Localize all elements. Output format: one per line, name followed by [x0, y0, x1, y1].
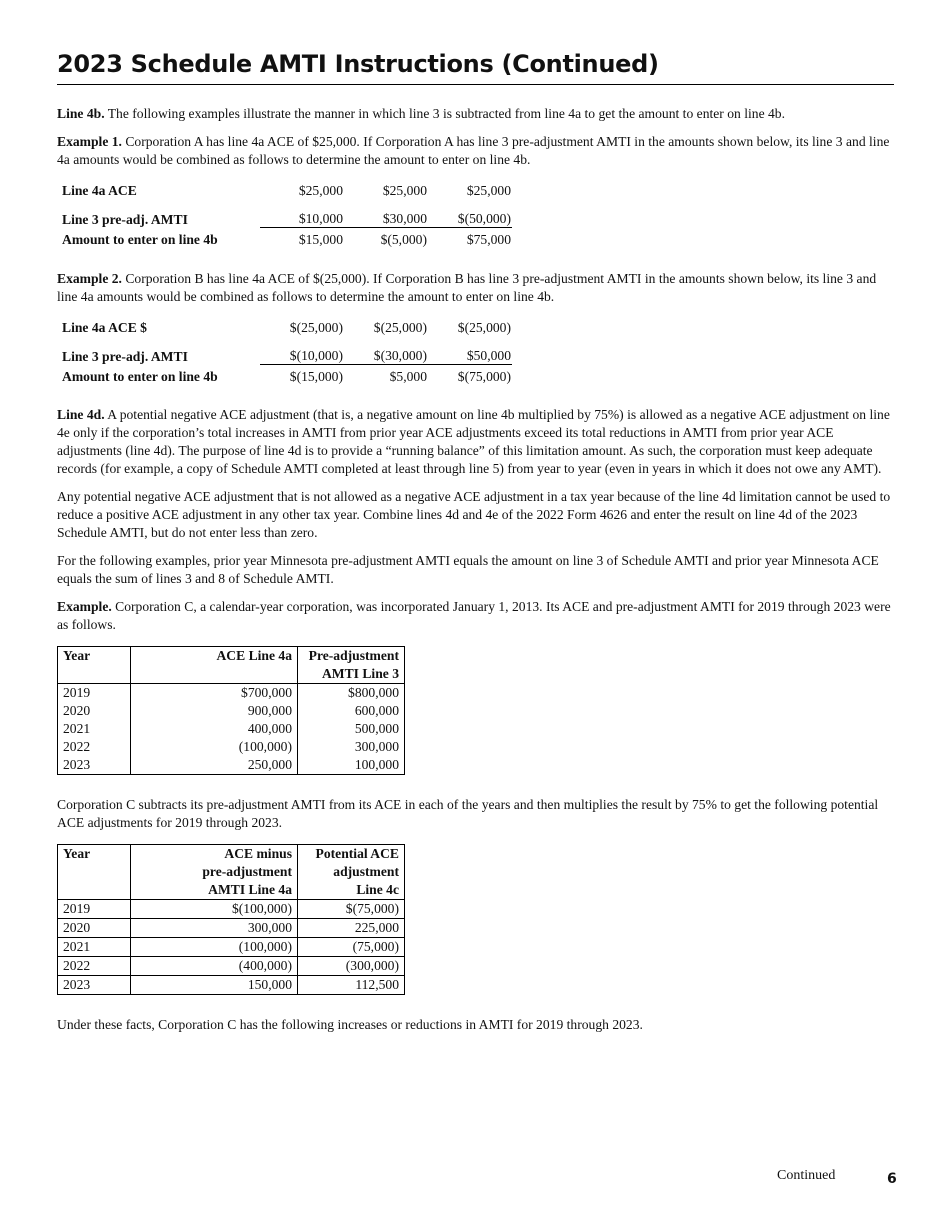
paragraph-negative-adjustment: Any potential negative ACE adjustment that is not allowed as a negative ACE adjustment in a tax year because of the line 4d limitation cannot be used to reduce a positive ACE adjustment in any other tax year. Combine lines 4d and 4e of the 2022 Form 4626 and enter the result on line 4d of the 2023 Schedule AMTI, but do not enter less than zero. [57, 489, 891, 540]
cell-value: 150,000 [131, 976, 298, 995]
continued-label: Continued [777, 1168, 836, 1183]
cell-value: $800,000 [298, 684, 405, 703]
cell-value: $(30,000) [344, 336, 428, 365]
cell-value: (300,000) [298, 957, 405, 976]
page-title: 2023 Schedule AMTI Instructions (Continued) [57, 50, 894, 85]
paragraph-example-2 [57, 270, 894, 306]
table-row [58, 957, 405, 976]
table-row [58, 702, 405, 720]
paragraph-prior-year: For the following examples, prior year Minnesota pre-adjustment AMTI equals the amount on line 3 of Schedule AMTI and prior year Minnesota ACE equals the sum of lines 3 and 8 of Schedule AMTI. [57, 553, 879, 586]
paragraph-line-4d [57, 406, 894, 478]
cell-value: $(15,000) [289, 369, 343, 384]
paragraph-line-4b [57, 105, 894, 123]
table-header-row [58, 845, 405, 900]
row-label: Amount to enter on line 4b [62, 369, 218, 384]
potential-ace-table [57, 844, 405, 995]
table-row [62, 336, 512, 365]
cell-value: 400,000 [131, 720, 298, 738]
paragraph-text: Corporation B has line 4a ACE of $(25,000). If Corporation B has line 3 pre-adjustment AMTI in the amounts shown below, its line 3 and line 4a amounts would be combined as follows to determine the amount to enter on line 4b. [57, 271, 877, 304]
cell-value: 100,000 [298, 756, 405, 775]
cell-value: $(25,000) [289, 320, 343, 335]
cell-value: $(75,000) [457, 369, 511, 384]
cell-value: $(5,000) [380, 232, 427, 247]
paragraph-lead: Example 2. [57, 271, 122, 286]
cell-value: 225,000 [298, 919, 405, 938]
column-header: Pre-adjustment AMTI Line 3 [298, 647, 405, 684]
paragraph-text: A potential negative ACE adjustment (that is, a negative amount on line 4b multiplied by 75%) is allowed as a negative ACE adjustment on line 4e only if the corporation’s total increases in AMTI from prior year ACE adjustments exceed its total reductions in AMTI from prior year ACE adjustments (line 4d). The purpose of line 4d is to provide a “running balance” of this limitation amount. As such, the corporation must keep adequate records (for example, a copy of Schedule AMTI completed at least through line 5) from year to year (even in years in which it does not owe any AMT). [57, 407, 890, 476]
row-label: Line 3 pre-adj. AMTI [62, 348, 188, 364]
cell-value: (100,000) [131, 938, 298, 957]
cell-value: $(10,000) [260, 336, 344, 365]
table-row [62, 181, 512, 199]
column-header: Year [58, 647, 131, 684]
table-row [58, 938, 405, 957]
cell-year: 2021 [58, 720, 131, 738]
paragraph-text: Corporation C, a calendar-year corporation, was incorporated January 1, 2013. Its ACE and pre-adjustment AMTI for 2019 through 2023 were as follows. [57, 599, 891, 632]
row-label: Line 3 pre-adj. AMTI [62, 211, 188, 227]
cell-value: (400,000) [131, 957, 298, 976]
table-row [58, 720, 405, 738]
cell-year: 2020 [58, 919, 131, 938]
cell-value: $15,000 [298, 232, 343, 247]
cell-value: $(75,000) [298, 900, 405, 919]
column-header: ACE Line 4a [131, 647, 298, 684]
cell-value: $25,000 [298, 183, 343, 198]
example-1-table [62, 181, 512, 248]
cell-value: $25,000 [466, 183, 511, 198]
cell-value: 300,000 [298, 738, 405, 756]
paragraph-text: Corporation A has line 4a ACE of $25,000. If Corporation A has line 3 pre-adjustment AMTI in the amounts shown below, its line 3 and line 4a amounts would be combined as follows to determine the amount to enter on line 4b. [57, 134, 890, 167]
cell-year: 2023 [58, 976, 131, 995]
table-row [62, 318, 512, 336]
example-2-table [62, 318, 512, 385]
table-row [58, 919, 405, 938]
cell-value: $5,000 [389, 369, 427, 384]
paragraph-text: The following examples illustrate the manner in which line 3 is subtracted from line 4a to get the amount to enter on line 4b. [104, 106, 785, 121]
cell-value: 500,000 [298, 720, 405, 738]
cell-value: 900,000 [131, 702, 298, 720]
cell-year: 2020 [58, 702, 131, 720]
cell-year: 2022 [58, 738, 131, 756]
cell-value: 300,000 [131, 919, 298, 938]
cell-value: $(25,000) [457, 320, 511, 335]
paragraph-lead: Line 4d. [57, 407, 105, 422]
table-row [58, 900, 405, 919]
column-header [131, 845, 298, 900]
row-label: Line 4a ACE [62, 183, 137, 198]
column-header: Year [58, 845, 131, 900]
cell-value: $(100,000) [131, 900, 298, 919]
cell-year: 2023 [58, 756, 131, 775]
header-text: ACE minus pre-adjustment AMTI Line 4a [202, 846, 292, 897]
header-text: Potential ACE adjustment Line 4c [315, 846, 399, 897]
table-row [62, 199, 512, 228]
page-number: 6 [887, 1171, 897, 1187]
cell-value: 250,000 [131, 756, 298, 775]
cell-value: $50,000 [428, 336, 512, 365]
cell-year: 2022 [58, 957, 131, 976]
paragraph-example-1 [57, 133, 894, 169]
table-row [58, 684, 405, 703]
paragraph-lead: Example 1. [57, 134, 122, 149]
cell-value: 600,000 [298, 702, 405, 720]
cell-value: (100,000) [131, 738, 298, 756]
cell-value: $(50,000) [428, 199, 512, 228]
paragraph-subtracts: Corporation C subtracts its pre-adjustment AMTI from its ACE in each of the years and then multiplies the result by 75% to get the following potential ACE adjustments for 2019 through 2023. [57, 797, 879, 830]
cell-value: (75,000) [298, 938, 405, 957]
cell-value: $700,000 [131, 684, 298, 703]
table-row [62, 365, 512, 386]
cell-value: $30,000 [344, 199, 428, 228]
page-content [57, 50, 894, 1034]
row-label: Amount to enter on line 4b [62, 232, 218, 247]
cell-value: 112,500 [298, 976, 405, 995]
cell-value: $75,000 [466, 232, 511, 247]
column-header [298, 845, 405, 900]
ace-amti-table [57, 646, 405, 775]
cell-value: $(25,000) [373, 320, 427, 335]
table-row [58, 756, 405, 775]
cell-year: 2021 [58, 938, 131, 957]
cell-value: $10,000 [260, 199, 344, 228]
paragraph-under-these-facts: Under these facts, Corporation C has the following increases or reductions in AMTI for 2019 through 2023. [57, 1017, 643, 1032]
paragraph-example-c [57, 598, 894, 634]
cell-year: 2019 [58, 684, 131, 703]
paragraph-lead: Line 4b. [57, 106, 105, 121]
table-row [62, 228, 512, 249]
cell-value: $25,000 [382, 183, 427, 198]
table-row [58, 738, 405, 756]
cell-year: 2019 [58, 900, 131, 919]
table-header-row [58, 647, 405, 684]
row-label: Line 4a ACE $ [62, 320, 147, 335]
table-row [58, 976, 405, 995]
paragraph-lead: Example. [57, 599, 112, 614]
